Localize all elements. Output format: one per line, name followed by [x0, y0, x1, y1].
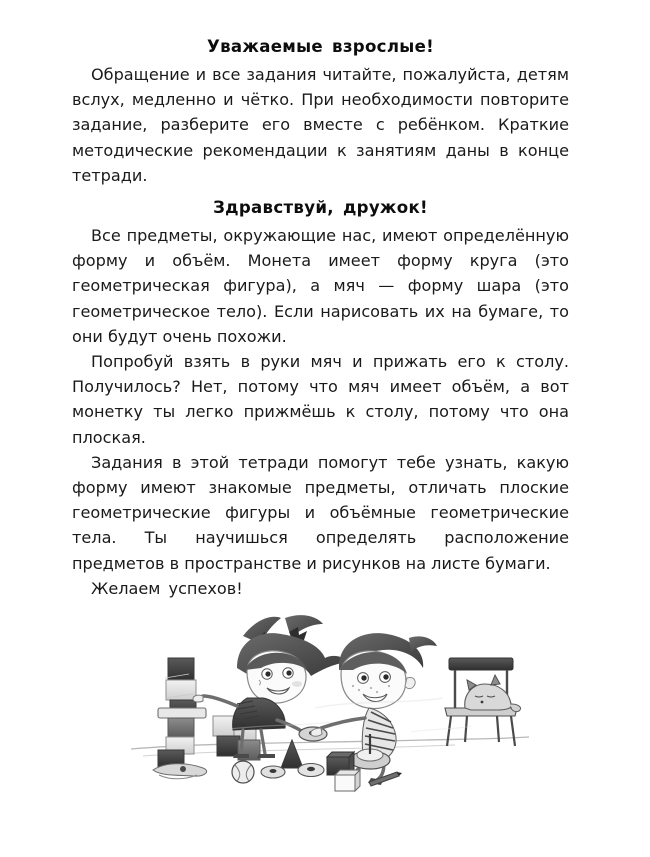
disc-small [261, 766, 285, 778]
heading-adults: Уважаемые взрослые! [207, 37, 434, 56]
paragraph-shapes-intro: Все предметы, окружающие нас, имеют определённую форму и объём. Монета имеет форму круга (это геометрическая фигура), а мяч — форму шара (это геометрическое тело). Если нарисовать их на бумаге, то они будут очень похожи. [72, 226, 569, 346]
paragraph-intro-adults: Обращение и все задания читайте, пожалуйста, детям вслух, медленно и чётко. При необходимости повторите задание, разберите его вместе с ребёнком. Краткие методические рекомендации к занятиям даны в конце тетради. [72, 65, 569, 185]
heading-child: Здравствуй, дружок! [213, 198, 428, 218]
illustration-svg [125, 612, 535, 797]
text-column [72, 34, 569, 601]
paragraph-workbook-goals: Задания в этой тетради помогут тебе узнать, какую форму имеют знакомые предметы, отличать плоские геометрические фигуры и объёмные геометрические тела. Ты научишься определять расположение предметов в пространстве и рисунков на листе бумаги. [72, 452, 569, 573]
cat [465, 675, 521, 712]
ball [232, 761, 254, 783]
illustration-children-playing [125, 612, 535, 797]
cone [281, 740, 303, 768]
paragraph-ball-experiment: Попробуй взять в руки мяч и прижать его к столу. Получилось? Нет, потому что мяч имеет объём, а вот монетку ты легко прижмёшь к столу, потому что она плоская. [72, 352, 569, 447]
block-tower [158, 658, 206, 767]
floor-toy [153, 764, 207, 779]
cube-light [335, 770, 360, 791]
disc-medium [298, 764, 324, 777]
closing-wish: Желаем успехов! [91, 578, 243, 598]
